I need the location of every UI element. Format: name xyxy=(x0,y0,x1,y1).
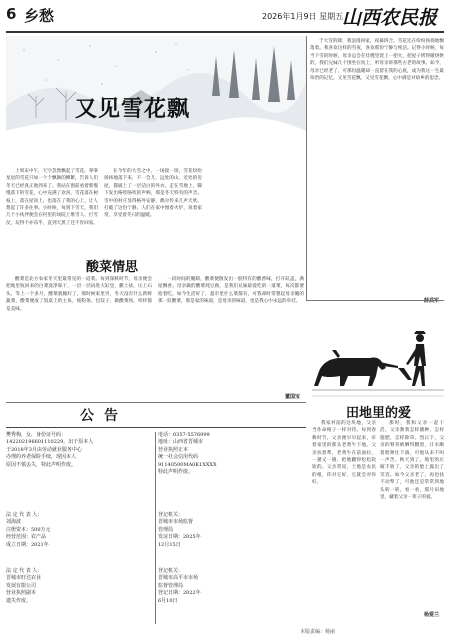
logo-text: 山西农民报 xyxy=(342,7,438,29)
notice-divider xyxy=(155,432,156,624)
article-snow-col1: 上周末中午，天空忽然飘起了雪花。零零星星的雪花只如一个个飘舞的柳絮，告诉人们冬天已经真正地到来了。我站在窗前看着那慢慢落下的雪花，心中充满了欢喜。雪花落在树枝上，落在屋顶上，也落在了我的心上，让人想起了许多往事。小时候，每到下雪天，我们几个小伙伴便会在村里的场院上堆雪人、打雪仗，玩得不亦乐乎，直到天黑了还不肯回家。 xyxy=(6,169,98,226)
article-snow-col2: 在今年的大雪之中，一场接一场，雪花纷纷扬扬地落下来，不一会儿，远处的山、近处的房屋，都披上了一层洁白的外衣。走在雪地上，脚下发出咯吱咯吱的声响，那是冬天特有的声音。雪中的村庄显得格外安静，偶尔传来几声犬吠，打破了这份宁静。人们在家中围着火炉，说着家常，享受着冬日的温暖。 xyxy=(104,169,202,219)
article-sauerkraut-col1: 酸菜是北方农家冬天里最常见的一道菜。每到深秋时节，母亲便会把地里收回来的白菜洗净晾干，一层一层码进大缸里，撒上盐，压上石头，等上一个多月，酸菜就腌好了。那时候家里穷，冬天没有什么新鲜蔬菜，酸菜便成了饭桌上的主角，炖粉条、包饺子、做酸菜汤，样样都是美味。 xyxy=(6,277,152,312)
article-title-farmland: 田地里的爱 xyxy=(346,406,412,421)
byline-sauerkraut: 董国宝 xyxy=(285,394,301,400)
notice-item-2: 电话：0357-5576999 地址：山西省晋城市 营业执照正本 统一社会信用代码 91140500MA0K1XXXX 特此声明作废。 xyxy=(158,432,217,476)
article-farmland-col1: 我家村前的这块地，父亲当作命根子一样对待。每到春耕时节，父亲便早早起来，牵着家里的那头老黄牛下地。父亲扶着犁，老黄牛在前面拉，一趟又一趟，把地翻得松松软软的。父亲常说，土地是农民的根，你对它好，它就会对你好。 xyxy=(312,421,376,486)
notice-item-4: 登记机关： 晋城市市场监督 管理局 发证日期：2025年 12月15日 xyxy=(158,512,201,548)
article-sauerkraut-col2: 一段时间的腌制，酸菜便散发出一股特有的酸香味，打开缸盖，满屋飘香。母亲做的酸菜炖豆腐，是我们兄妹最爱吃的一道菜，每次都要抢着吃。如今生活好了，超市里什么菜都有，可我却时常想起母亲腌的那一缸酸菜，那是家的味道，是母亲的味道，也是我心中永远的牵挂。 xyxy=(158,277,304,305)
notice-item-6: 登记机关： 晋城市高平市市场 监督管理局 登记日期：2022年 6月10日 xyxy=(158,568,201,604)
section-rule xyxy=(306,300,444,301)
byline-snow: 薛武军 xyxy=(424,298,440,304)
farmer-ox-illustration xyxy=(312,304,444,404)
column-rule xyxy=(306,36,307,301)
notice-title: 公告 xyxy=(80,408,128,424)
notice-item-5: 法 定 代 表 人： 晋城市旺达农业 发展有限公司 营业执照副本 遗失作废。 xyxy=(6,568,43,604)
notice-rule xyxy=(6,427,306,428)
page-header xyxy=(0,0,450,34)
issue-date: 2026年1月9日 星期五 xyxy=(262,12,344,21)
byline-farmland: 杨爱兰 xyxy=(424,612,440,618)
header-rule xyxy=(6,31,444,33)
article-farmland-col2: 那时，我和父亲一起干活，父亲教我怎样播种、怎样施肥、怎样除草。烈日下，父亲的脊背被晒得黝黑，汗水顺着脸颊往下淌，可他从来不叫一声苦。秋天到了，地里的庄稼丰收了，父亲的脸上露出了笑容。如今父亲老了，再也扶不动犁了，可他还是常常到地头转一转，看一看，那片田地里，藏着父亲一辈子的爱。 xyxy=(380,421,444,501)
article-snow-col3: 于大雪的降，我浪漫回家，夜幕四合，雪花还在纷纷扬扬地飘落着。我喜欢这样的雪夜，喜欢那份宁静与纯洁。记得小时候，每当下雪的时候，母亲总会在灶膛里烧上一把火，把屋子烤得暖烘烘的，我们兄妹几个围坐在炕上，听母亲讲那些古老的故事。如今，母亲已经老了，可那份温暖却一直留在我的心底，成为我这一生最珍贵的记忆。又见雪花飘，又见雪花飘，心中满是对故乡的思念。 xyxy=(310,39,444,82)
notice-top-rule xyxy=(6,402,306,403)
article-title-snow: 又见雪花飘 xyxy=(75,96,191,122)
page-number: 6 xyxy=(6,5,17,23)
notice-item-1: 樊秀梅，女，身份证号码： 142202196601110229，出于原本人 于2018年3月由劳动就业服务中心 办理的养老保险手续，现因本人 原因不慎丢失，特此声明作废。 xyxy=(6,432,94,468)
notice-item-3: 法 定 代 表 人： 刘海波 注册资本：500万元 经营范围：农产品 成立日期：2021年 xyxy=(6,512,51,548)
section-title: 乡愁 xyxy=(24,7,55,25)
page-footer: 本版责编：杨丽 xyxy=(300,629,336,635)
article-title-sauerkraut: 酸菜情思 xyxy=(86,260,139,275)
newspaper-logo xyxy=(340,3,444,29)
